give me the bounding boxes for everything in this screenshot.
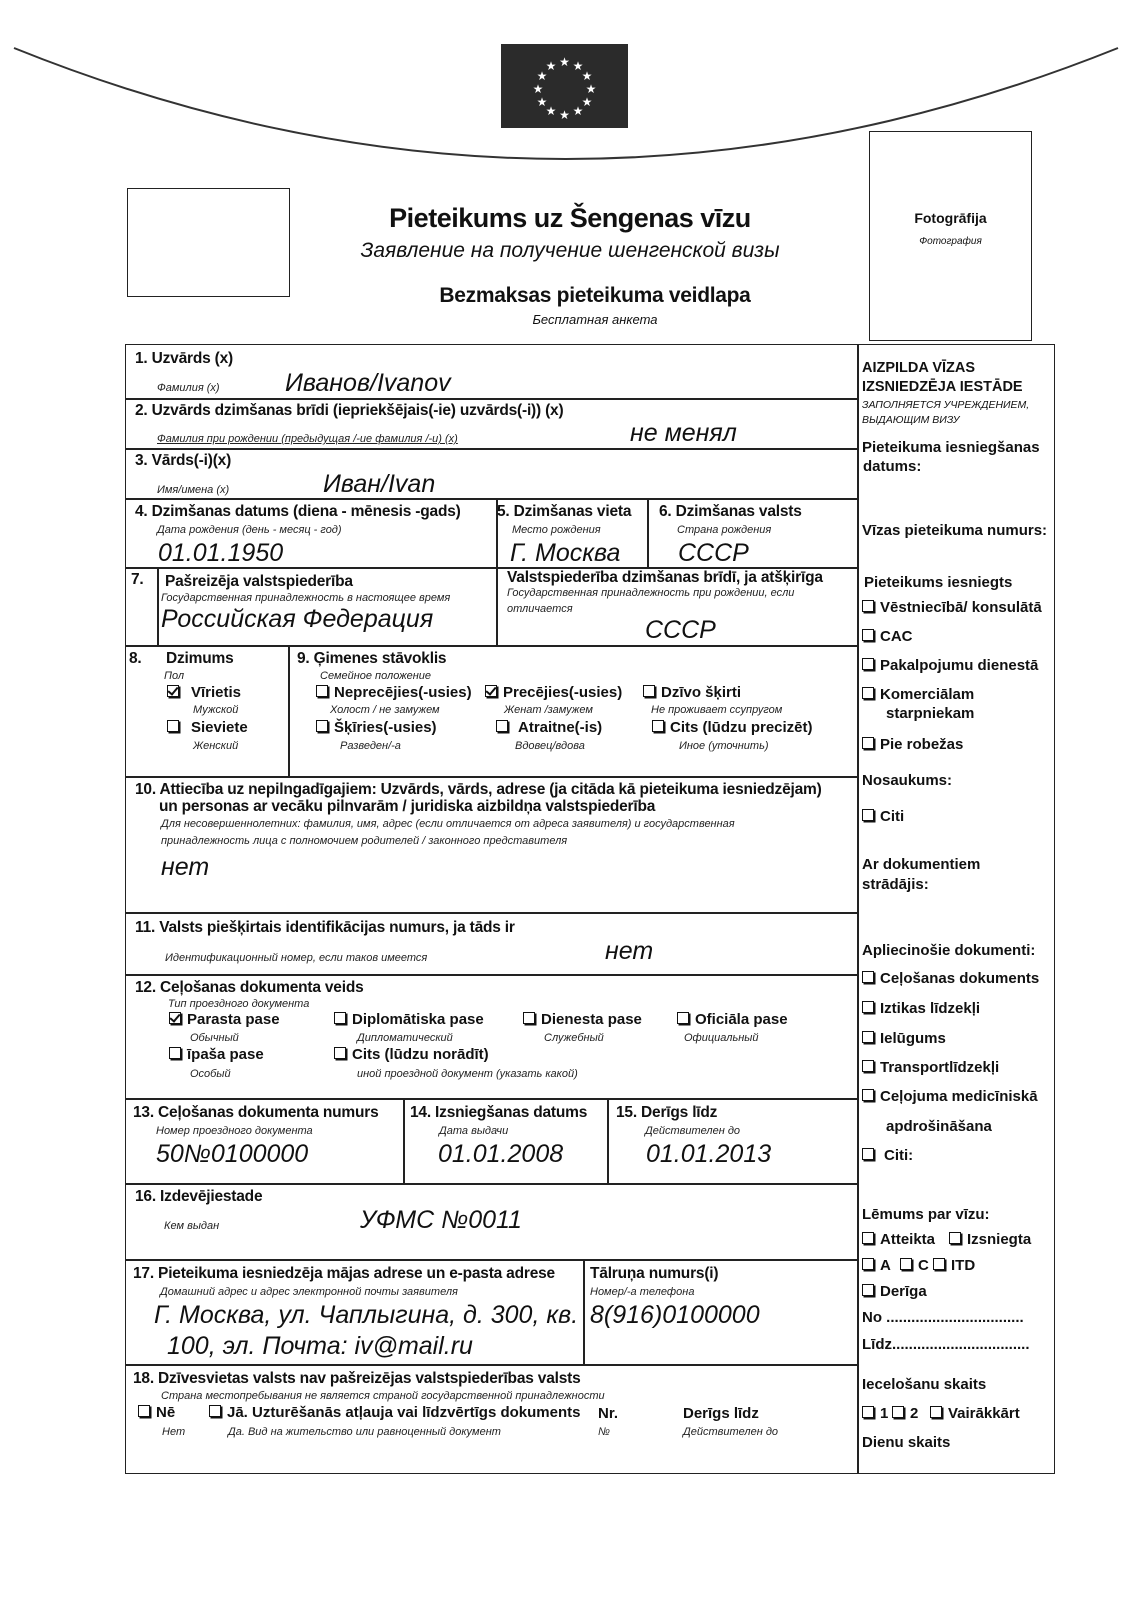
doc-diplomatic-ru: Дипломатический (357, 1032, 453, 1044)
checkbox-icon (496, 720, 508, 732)
submitted-commercial-checkbox[interactable]: Komerciālam (862, 686, 974, 703)
marital-other-checkbox[interactable]: Cits (lūdzu precizēt) (652, 719, 813, 736)
submitted-commercial-label-2: starpniekam (886, 705, 975, 722)
svg-text:★: ★ (536, 69, 548, 83)
app-number-label: Vīzas pieteikuma numurs: (862, 522, 1048, 539)
national-id-input[interactable]: нет (605, 937, 654, 965)
checkbox-checked-icon (485, 685, 497, 697)
docs-invitation-checkbox[interactable]: Ielūgums (862, 1030, 946, 1047)
doc-ordinary-checkbox[interactable]: Parasta pase (169, 1011, 280, 1028)
field-4-label-ru: Дата рождения (день - месяц - год) (157, 524, 342, 536)
field-16-label: 16. Izdevējiestade (135, 1188, 263, 1205)
stamp-box (127, 188, 290, 297)
visa-type-c-checkbox[interactable]: C (900, 1257, 929, 1274)
other-checkbox[interactable]: Citi (862, 808, 904, 825)
birth-place-input[interactable]: Г. Москва (510, 539, 621, 567)
field-12-label-ru: Тип проездного документа (168, 998, 310, 1010)
field-7-number: 7. (131, 571, 144, 588)
field-12-label: 12. Ceļošanas dokumenta veids (135, 979, 364, 996)
field-16-label-ru: Кем выдан (164, 1220, 220, 1232)
checkbox-icon (209, 1405, 221, 1417)
sex-male-checkbox[interactable]: Vīrietis (167, 684, 241, 701)
field-5-label: 5. Dzimšanas vieta (497, 503, 632, 520)
field-6-label: 6. Dzimšanas valsts (659, 503, 802, 520)
svg-text:★: ★ (581, 95, 593, 109)
field-15-label: 15. Derīgs līdz (616, 1104, 718, 1121)
marital-married-ru: Женат /замужем (504, 704, 593, 716)
checkbox-icon (862, 687, 874, 699)
residence-yes-checkbox[interactable]: Jā. Uzturēšanās atļauja vai līdzvērtīgs dokuments (209, 1404, 580, 1421)
official-title-ru-2: ВЫДАЮЩИМ ВИЗУ (862, 414, 960, 426)
residence-valid-ru: Действителен до (683, 1426, 779, 1438)
days-label: Dienu skaits (862, 1434, 951, 1451)
phone-input[interactable]: 8(916)0100000 (590, 1301, 760, 1329)
docs-travel-checkbox[interactable]: Ceļošanas dokuments (862, 970, 1039, 987)
marital-divorced-ru: Разведен/-а (340, 740, 401, 752)
checkbox-icon (862, 600, 874, 612)
field-10-label-ru-2: принадлежность лица с полномочием родителей / законного представителя (161, 835, 568, 847)
checkbox-icon (138, 1405, 150, 1417)
doc-service-ru: Служебный (544, 1032, 604, 1044)
submitted-cac-checkbox[interactable]: CAC (862, 628, 913, 645)
handled-by-label-1: Ar dokumentiem (862, 856, 981, 873)
official-title-1: AIZPILDA VĪZAS (862, 360, 976, 376)
home-address-input-line-1[interactable]: Г. Москва, ул. Чаплыгина, д. 300, кв. (154, 1301, 579, 1329)
marital-separated-checkbox[interactable]: Dzīvo šķirti (643, 684, 741, 701)
svg-text:★: ★ (585, 82, 597, 96)
eu-flag-icon (501, 44, 628, 128)
visa-valid-checkbox[interactable]: Derīga (862, 1283, 927, 1300)
checkbox-icon (862, 658, 874, 670)
phone-label: Tālruņa numurs(i) (590, 1265, 719, 1282)
field-9-label: 9. Ģimenes stāvoklis (297, 650, 447, 667)
photo-box (869, 131, 1032, 341)
entries-1-checkbox[interactable]: 1 (862, 1405, 888, 1422)
field-1-label-ru: Фамилия (x) (157, 382, 220, 394)
doc-service-checkbox[interactable]: Dienesta pase (523, 1011, 642, 1028)
submit-date-label-1: Pieteikuma iesniegšanas (862, 439, 1040, 456)
decision-refused-checkbox[interactable]: Atteikta (862, 1231, 935, 1248)
field-10-label-1: 10. Attiecība uz nepilngadīgajiem: Uzvārds, vārds, adrese (ja citāda kā pieteikuma iesniedzējam) (135, 781, 822, 798)
doc-other-checkbox[interactable]: Cits (lūdzu norādīt) (334, 1046, 489, 1063)
field-10-label-2: un personas ar vecāku pilnvarām / juridiska aizbildņa valstspiederība (159, 798, 656, 815)
checkbox-icon (523, 1012, 535, 1024)
name-label: Nosaukums: (862, 772, 953, 789)
birth-country-input[interactable]: СССР (678, 539, 749, 567)
entries-label: Iecelošanu skaits (862, 1376, 987, 1393)
field-9-label-ru: Семейное положение (320, 670, 432, 682)
sex-female-checkbox[interactable]: Sieviete (167, 719, 248, 736)
home-address-input-line-2[interactable]: 100, эл. Почта: iv@mail.ru (167, 1332, 473, 1360)
field-3-label: 3. Vārds(-i)(x) (135, 452, 232, 469)
field-5-label-ru: Место рождения (512, 524, 601, 536)
handled-by-label-2: strādājis: (862, 876, 929, 893)
decision-label: Lēmums par vīzu: (862, 1206, 990, 1223)
residence-nr-label: Nr. (598, 1405, 619, 1422)
field-14-label: 14. Izsniegšanas datums (410, 1104, 588, 1121)
residence-no-checkbox[interactable]: Nē (138, 1404, 175, 1421)
field-3-label-ru: Имя/имена (x) (157, 484, 230, 496)
checkbox-icon (900, 1258, 912, 1270)
checkbox-icon (643, 685, 655, 697)
valid-until-input[interactable]: 01.01.2013 (646, 1140, 772, 1168)
checkbox-icon (862, 1089, 874, 1101)
svg-text:★: ★ (572, 59, 584, 73)
field-8-number: 8. (129, 650, 142, 667)
field-13-label: 13. Ceļošanas dokumenta numurs (133, 1104, 379, 1121)
doc-ordinary-ru: Обычный (190, 1032, 239, 1044)
issuing-authority-input[interactable]: УФМС №0011 (360, 1206, 522, 1234)
residence-nr-ru: № (598, 1426, 610, 1438)
surname-input[interactable]: Иванов/Ivanov (285, 369, 451, 397)
doc-official-ru: Официальный (684, 1032, 759, 1044)
field-8-label-ru: Пол (164, 670, 185, 682)
travel-doc-number-input[interactable]: 50№0100000 (156, 1140, 309, 1168)
marital-single-ru: Холост / не замужем (330, 704, 440, 716)
field-13-label-ru: Номер проездного документа (156, 1125, 313, 1137)
sex-male-ru: Мужской (193, 704, 239, 716)
supporting-docs-label: Apliecinošie dokumenti: (862, 942, 1036, 959)
field-1-label: 1. Uzvārds (x) (135, 350, 233, 367)
visa-type-a-checkbox[interactable]: A (862, 1257, 891, 1274)
submitted-service-checkbox[interactable]: Pakalpojumu dienestā (862, 657, 1038, 674)
svg-text:★: ★ (559, 55, 570, 69)
doc-official-checkbox[interactable]: Oficiāla pase (677, 1011, 788, 1028)
svg-text:★: ★ (545, 59, 557, 73)
field-17-label-ru: Домашний адрес и адрес электронной почты заявителя (160, 1286, 458, 1298)
checkbox-icon (862, 1060, 874, 1072)
valid-from-field[interactable]: No ................................. (862, 1309, 1024, 1326)
submitted-border-checkbox[interactable]: Pie robežas (862, 736, 963, 753)
svg-text:★: ★ (545, 104, 557, 118)
doc-special-ru: Особый (190, 1068, 231, 1080)
checkbox-icon (862, 1148, 874, 1160)
checkbox-icon (862, 1031, 874, 1043)
photo-label-ru: Фотография (919, 236, 982, 247)
phone-label-ru: Номер/-а телефона (590, 1286, 695, 1298)
field-14-label-ru: Дата выдачи (439, 1125, 509, 1137)
photo-label: Fotogrāfija (914, 210, 987, 226)
submit-date-label-2: datums: (863, 458, 922, 475)
field-8-label: Dzimums (166, 650, 234, 667)
checkbox-icon (930, 1406, 942, 1418)
form-title-ru: Заявление на получение шенгенской визы (360, 239, 780, 262)
field-15-label-ru: Действителен до (645, 1125, 741, 1137)
doc-special-checkbox[interactable]: īpaša pase (169, 1046, 264, 1063)
docs-insurance-label-2: apdrošināšana (886, 1118, 992, 1135)
residence-no-ru: Нет (162, 1426, 186, 1438)
svg-text:★: ★ (536, 95, 548, 109)
marital-married-checkbox[interactable]: Precējies(-usies) (485, 684, 622, 701)
checkbox-icon (652, 720, 664, 732)
valid-until-field[interactable]: Līdz................................. (862, 1336, 1030, 1353)
form-subtitle-ru: Бесплатная анкета (532, 312, 658, 327)
given-name-input[interactable]: Иван/Ivan (323, 470, 436, 498)
docs-transport-checkbox[interactable]: Transportlīdzekļi (862, 1059, 999, 1076)
checkbox-icon (862, 1284, 874, 1296)
checkbox-icon (334, 1012, 346, 1024)
visa-type-itd-checkbox[interactable]: ITD (933, 1257, 975, 1274)
checkbox-icon (167, 720, 179, 732)
svg-text:★: ★ (581, 69, 593, 83)
docs-insurance-checkbox[interactable]: Ceļojuma medicīniskā (862, 1088, 1038, 1105)
residence-yes-ru: Да. Вид на жительство или равноценный документ (228, 1426, 501, 1438)
svg-text:★: ★ (572, 104, 584, 118)
issue-date-input[interactable]: 01.01.2008 (438, 1140, 564, 1168)
marital-divorced-checkbox[interactable]: Šķīries(-usies) (316, 719, 437, 736)
field-7-label-ru: Государственная принадлежность в настоящее время (161, 592, 451, 604)
field-17-label: 17. Pieteikuma iesniedzēja mājas adrese un e-pasta adrese (133, 1265, 555, 1282)
birth-nationality-input[interactable]: СССР (645, 616, 716, 644)
svg-text:★: ★ (532, 82, 544, 96)
field-4-label: 4. Dzimšanas datums (diena - mēnesis -gads) (135, 503, 461, 520)
checkbox-icon (862, 737, 874, 749)
field-18-label-ru: Страна местопребывания не является страной государственной принадлежности (161, 1390, 605, 1402)
checkbox-checked-icon (167, 685, 179, 697)
checkbox-icon (334, 1047, 346, 1059)
submitted-embassy-checkbox[interactable]: Vēstniecībā/ konsulātā (862, 599, 1042, 616)
field-6-label-ru: Страна рождения (677, 524, 772, 536)
checkbox-icon (862, 1232, 874, 1244)
checkbox-icon (933, 1258, 945, 1270)
field-18-label: 18. Dzīvesvietas valsts nav pašreizējas valstspiederības valsts (133, 1370, 581, 1387)
checkbox-icon (677, 1012, 689, 1024)
marital-separated-ru: Не проживает ссупругом (651, 704, 783, 716)
docs-means-checkbox[interactable]: Iztikas līdzekļi (862, 1000, 980, 1017)
marital-widowed-checkbox[interactable]: Atraitne(-is) (496, 719, 602, 736)
checkbox-icon (169, 1047, 181, 1059)
checkbox-icon (862, 971, 874, 983)
svg-text:★: ★ (559, 108, 570, 122)
birth-date-input[interactable]: 01.01.1950 (158, 539, 284, 567)
field-11-label: 11. Valsts piešķirtais identifikācijas numurs, ja tāds ir (135, 919, 515, 936)
birth-surname-input[interactable]: не менял (630, 419, 737, 447)
checkbox-icon (862, 629, 874, 641)
official-title-ru-1: ЗАПОЛНЯЕТСЯ УЧРЕЖДЕНИЕМ, (862, 399, 1030, 411)
checkbox-checked-icon (169, 1012, 181, 1024)
submitted-at-label: Pieteikums iesniegts (864, 574, 1013, 591)
checkbox-icon (892, 1406, 904, 1418)
residence-valid-label: Derīgs līdz (683, 1405, 759, 1422)
docs-other-checkbox[interactable]: Citi: (862, 1147, 913, 1164)
official-title-2: IZSNIEDZĒJA IESTĀDE (862, 379, 1023, 395)
doc-diplomatic-checkbox[interactable]: Diplomātiska pase (334, 1011, 484, 1028)
field-2-label-ru: Фамилия при рождении (предыдущая /-ие фамилия /-и) (x) (157, 433, 458, 445)
field-7b-label-ru-1: Государственная принадлежность при рождении, если (507, 587, 795, 599)
form-subtitle: Bezmaksas pieteikuma veidlapa (439, 284, 751, 307)
checkbox-icon (862, 1001, 874, 1013)
checkbox-icon (949, 1232, 961, 1244)
doc-other-ru: иной проездной документ (указать какой) (357, 1068, 578, 1080)
field-11-label-ru: Идентификационный номер, если таков имеется (165, 952, 428, 964)
field-7b-label: Valstspiederība dzimšanas brīdī, ja atšķirīga (507, 569, 823, 586)
marital-other-ru: Иное (уточнить) (679, 740, 769, 752)
checkbox-icon (862, 1258, 874, 1270)
minor-guardian-input[interactable]: нет (161, 853, 210, 881)
checkbox-icon (862, 1406, 874, 1418)
checkbox-icon (862, 809, 874, 821)
field-7b-label-ru-2: отличается (507, 603, 573, 615)
sex-female-ru: Женский (193, 740, 239, 752)
field-10-label-ru-1: Для несовершеннолетних: фамилия, имя, адрес (если отличается от адреса заявителя) и государственная (161, 818, 735, 830)
current-nationality-input[interactable]: Российская Федерация (161, 605, 434, 633)
checkbox-icon (316, 685, 328, 697)
entries-multiple-checkbox[interactable]: Vairākkārt (930, 1405, 1020, 1422)
marital-single-checkbox[interactable]: Neprecējies(-usies) (316, 684, 472, 701)
marital-widowed-ru: Вдовец/вдова (515, 740, 585, 752)
form-title: Pieteikums uz Šengenas vīzu (389, 203, 751, 233)
entries-2-checkbox[interactable]: 2 (892, 1405, 918, 1422)
decision-issued-checkbox[interactable]: Izsniegta (949, 1231, 1031, 1248)
field-7-label: Pašreizēja valstspiederība (165, 573, 353, 590)
field-2-label: 2. Uzvārds dzimšanas brīdi (iepriekšējais(-ie) uzvārds(-i)) (x) (135, 402, 564, 419)
checkbox-icon (316, 720, 328, 732)
